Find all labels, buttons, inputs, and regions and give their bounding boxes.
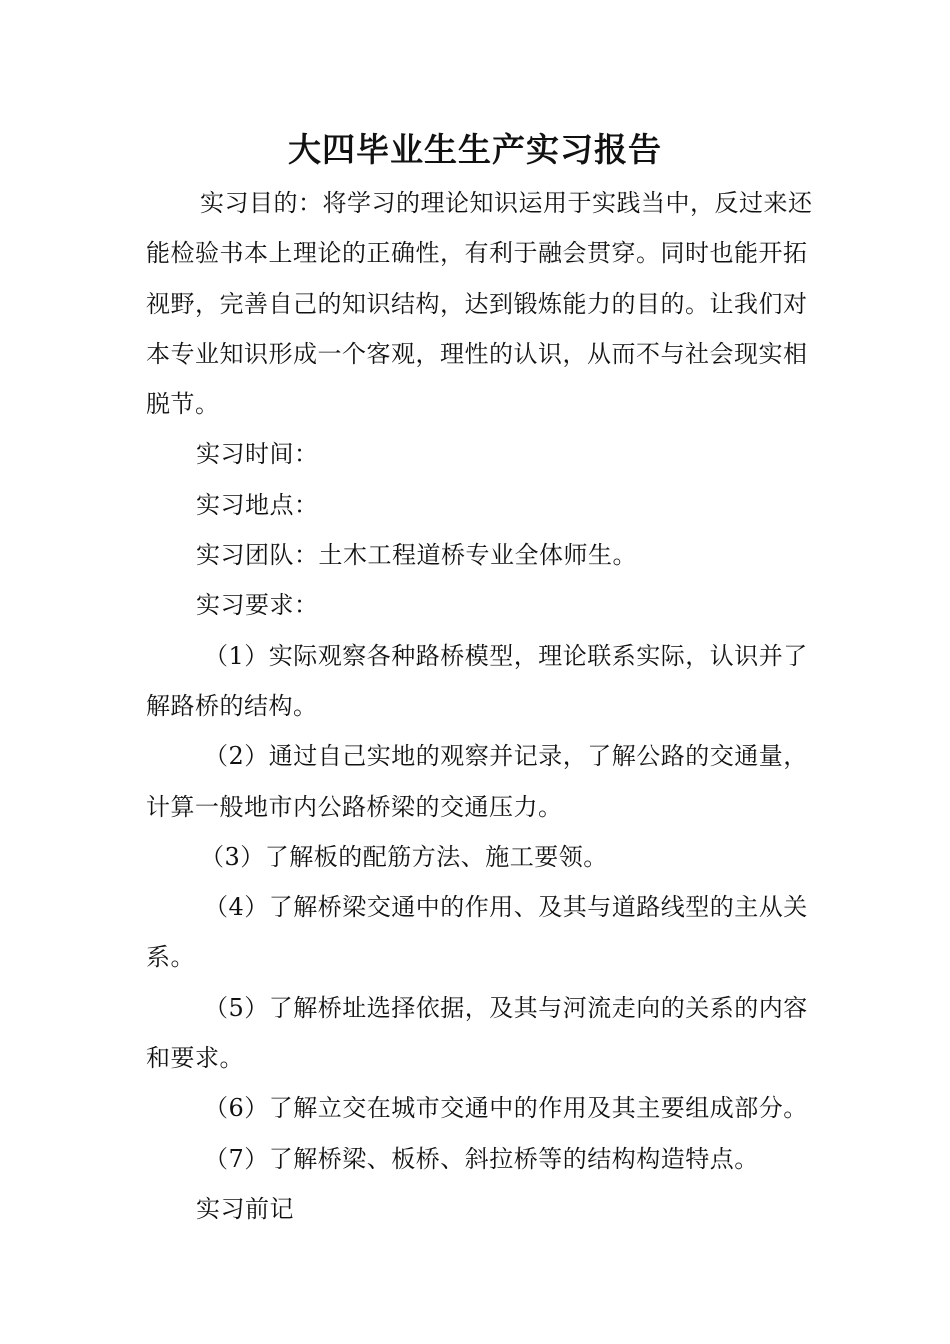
- paragraph-preface: 实习前记: [196, 1194, 294, 1223]
- paragraph-location: 实习地点：: [196, 490, 319, 519]
- requirement-item-1: （1）实际观察各种路桥模型，理论联系实际，认识并了解路桥的结构。: [146, 641, 808, 720]
- requirement-item-2: （2）通过自己实地的观察并记录，了解公路的交通量，计算一般地市内公路桥梁的交通压力。: [146, 742, 808, 821]
- requirement-item-7: （7）了解桥梁、板桥、斜拉桥等的结构构造特点。: [204, 1144, 759, 1173]
- requirement-item-5: （5）了解桥址选择依据，及其与河流走向的关系的内容和要求。: [146, 993, 808, 1073]
- requirement-item-6: （6）了解立交在城市交通中的作用及其主要组成部分。: [204, 1094, 808, 1123]
- requirement-item-4: （4）了解桥梁交通中的作用、及其与道路线型的主从关系。: [146, 893, 808, 972]
- paragraph-team: 实习团队：土木工程道桥专业全体师生。: [196, 541, 637, 570]
- document-title: 大四毕业生生产实习报告: [288, 130, 662, 169]
- paragraph-requirements: 实习要求：: [196, 591, 319, 620]
- paragraph-purpose: 实习目的：将学习的理论知识运用于实践当中，反过来还能检验书本上理论的正确性，有利于融会贯穿。同时也能开拓视野，完善自己的知识结构，达到锻炼能力的目的。让我们对本专业知识形成一个客观，理性的认识，从而不与社会现实相脱节。: [146, 189, 813, 419]
- paragraph-time: 实习时间：: [196, 440, 319, 469]
- requirement-item-3: （3）了解板的配筋方法、施工要领。: [200, 842, 608, 871]
- document-body: [146, 178, 816, 1234]
